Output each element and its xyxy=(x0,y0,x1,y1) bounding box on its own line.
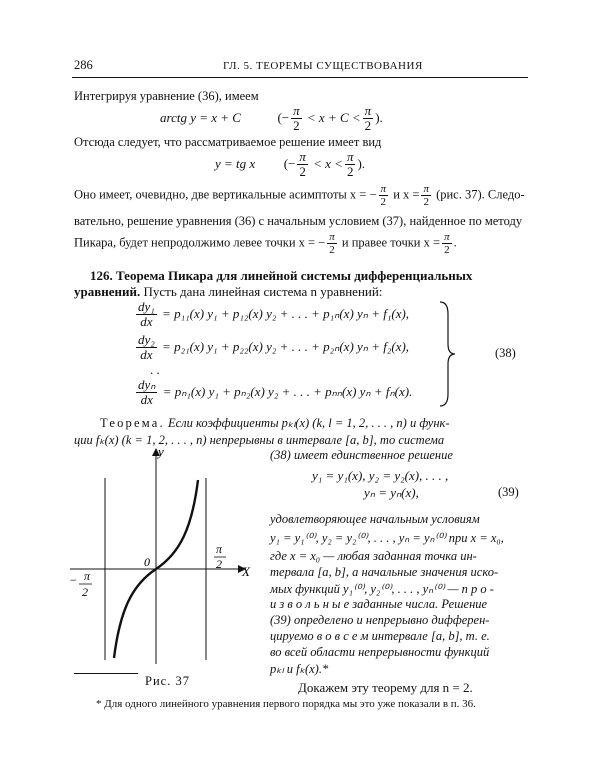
theorem-line6: где x = x₀ — любая заданная точка ин- xyxy=(270,549,477,563)
system-dots: . . xyxy=(150,362,160,377)
theorem-line3: (38) имеет единственное решение xyxy=(270,448,453,462)
theorem-line1 xyxy=(100,415,450,431)
eq1-pi-a: π xyxy=(293,103,300,118)
theorem-line8: мых функций y₁⁽⁰⁾, y₂⁽⁰⁾, . . . , yₙ⁽⁰⁾ — п р о - xyxy=(270,582,494,596)
eq2-pi-b: π xyxy=(346,149,354,164)
page-number: 286 xyxy=(74,58,93,72)
eq1-cond-b: < x + C < xyxy=(306,109,361,125)
eq-row2: = p₂₁(x) y₁ + p₂₂(x) y₂ + . . . + p₂ₙ(x) yₙ + f₂(x), xyxy=(162,338,410,354)
eq1-cond-c: ). xyxy=(375,109,383,125)
dx1: dx xyxy=(140,314,153,330)
section-heading-line2-bold: уравнений. xyxy=(74,284,141,299)
p1-line5-c: . xyxy=(453,235,457,250)
solution-line1: y₁ = y₁(x), y₂ = y₂(x), . . . , xyxy=(312,468,449,483)
p1-line5-b: и правее точки x = xyxy=(341,235,441,250)
dy2: dy₂ xyxy=(138,332,155,347)
solution-line2: yₙ = yₙ(x), xyxy=(364,485,419,500)
p1-line3-c: (рис. 37). Следо- xyxy=(436,187,525,202)
section-heading-line2-rest: Пусть дана линейная система n уравнений: xyxy=(143,284,383,299)
theorem-line13: pₖₗ и fₖ(x).* xyxy=(270,662,329,676)
system-row-2 xyxy=(134,333,409,363)
theorem-line11: цируемо в о в с е м интервале [a, b], т. е. xyxy=(270,629,490,643)
figure-37 xyxy=(70,440,260,670)
dxn: dx xyxy=(140,392,153,408)
axis-x-label: X xyxy=(242,564,250,579)
theorem-line10: (39) определено и непрерывно дифферен- xyxy=(270,613,490,627)
solution-number: (39) xyxy=(498,485,519,499)
p1-line2: Отсюда следует, что рассматриваемое решение имеет вид xyxy=(74,135,382,149)
theorem-line2: ции fₖ(x) (k = 1, 2, . . . , n) непрерывны в интервале [a, b], то система xyxy=(74,433,445,447)
eq2-cond-a: (− xyxy=(283,155,296,171)
eq1-left: arctg y = x + C xyxy=(160,109,241,125)
header-rule xyxy=(72,77,528,78)
axis-y-label: y xyxy=(158,444,164,459)
eq-tg xyxy=(215,150,365,180)
theorem-line12: во всей области непрерывности функций xyxy=(270,645,490,659)
pi-right: π xyxy=(216,542,223,556)
theorem-line5: y₁ = y₁⁽⁰⁾, y₂ = y₂⁽⁰⁾, . . . , yₙ = yₙ⁽⁰⁾ при x = x₀, xyxy=(270,531,504,545)
system-row-n xyxy=(134,378,412,408)
eq2-cond-b: < x < xyxy=(313,155,343,171)
p1-line4: вательно, решение уравнения (36) с начальным условием (37), найденное по методу xyxy=(74,214,523,228)
eq1-two-b: 2 xyxy=(364,118,372,134)
eq2-cond-c: ). xyxy=(357,155,366,171)
proof-line: Докажем эту теорему для n = 2. xyxy=(298,680,473,695)
p1-line3-two-b: 2 xyxy=(423,196,429,209)
dx2: dx xyxy=(140,347,153,363)
eq-row1: = p₁₁(x) y₁ + p₁₂(x) y₂ + . . . + p₁ₙ(x) yₙ + f₁(x), xyxy=(162,305,410,321)
theorem-line4: удовлетворяющее начальным условиям xyxy=(270,512,480,526)
p1-line3-pi-b: π xyxy=(423,183,429,195)
system-number: (38) xyxy=(495,346,516,360)
eq2-two-a: 2 xyxy=(299,164,306,180)
eq2-left: y = tg x xyxy=(215,155,256,171)
running-title: ГЛ. 5. ТЕОРЕМЫ СУЩЕСТВОВАНИЯ xyxy=(223,60,423,72)
two-left: 2 xyxy=(82,585,88,599)
theorem-line9: и з в о л ь н ы е заданные числа. Решение xyxy=(270,597,488,611)
theorem-line7: тервала [a, b], а начальные значения иско- xyxy=(270,565,499,579)
dy1: dy₁ xyxy=(138,299,155,314)
eq1-pi-b: π xyxy=(364,103,372,118)
theorem-line1-text: Если коэффициенты pₖₗ(x) (k, l = 1, 2, . . . , n) и функ- xyxy=(167,416,450,430)
eq1-two-a: 2 xyxy=(293,118,300,134)
footnote-rule xyxy=(74,673,138,674)
p1-line5-two-a: 2 xyxy=(329,244,335,257)
p1-line3 xyxy=(74,183,525,208)
neg-left: − xyxy=(70,573,77,587)
pi-left: π xyxy=(84,569,91,583)
eq1-cond-a: (− xyxy=(277,109,290,125)
p1-line3-two-a: 2 xyxy=(380,196,387,209)
p1-line5-pi-a: π xyxy=(329,231,335,243)
p1-line5-two-b: 2 xyxy=(444,244,450,257)
eq-rown: = pₙ₁(x) y₁ + pₙ₂(x) y₂ + . . . + pₙₙ(x) yₙ + fₙ(x). xyxy=(162,383,413,399)
p1-line5-a: Пикара, будет непродолжимо левее точки x = − xyxy=(74,235,326,250)
system-row-1 xyxy=(134,300,409,330)
p1-line1: Интегрируя уравнение (36), имеем xyxy=(74,89,259,103)
theorem-label: Теорема. xyxy=(100,416,165,430)
eq-arctg xyxy=(160,104,383,134)
two-right: 2 xyxy=(216,557,222,571)
footnote: * Для одного линейного уравнения первого порядка мы это уже показали в п. 36. xyxy=(96,698,476,710)
system-brace xyxy=(438,300,458,408)
eq2-two-b: 2 xyxy=(346,164,354,180)
figure-caption: Рис. 37 xyxy=(145,674,190,688)
section-heading-line2 xyxy=(74,284,382,300)
p1-line5-pi-b: π xyxy=(444,231,450,243)
eq2-pi-a: π xyxy=(299,149,306,164)
p1-line5 xyxy=(74,231,457,256)
origin-label: 0 xyxy=(144,555,150,569)
dyn: dyₙ xyxy=(138,377,156,392)
section-heading-line1: 126. Теорема Пикара для линейной системы дифференциальных xyxy=(90,268,473,283)
p1-line3-a: Оно имеет, очевидно, две вертикальные асимптоты x = − xyxy=(74,187,377,202)
p1-line3-pi-a: π xyxy=(380,183,387,195)
p1-line3-b: и x = xyxy=(393,187,420,202)
